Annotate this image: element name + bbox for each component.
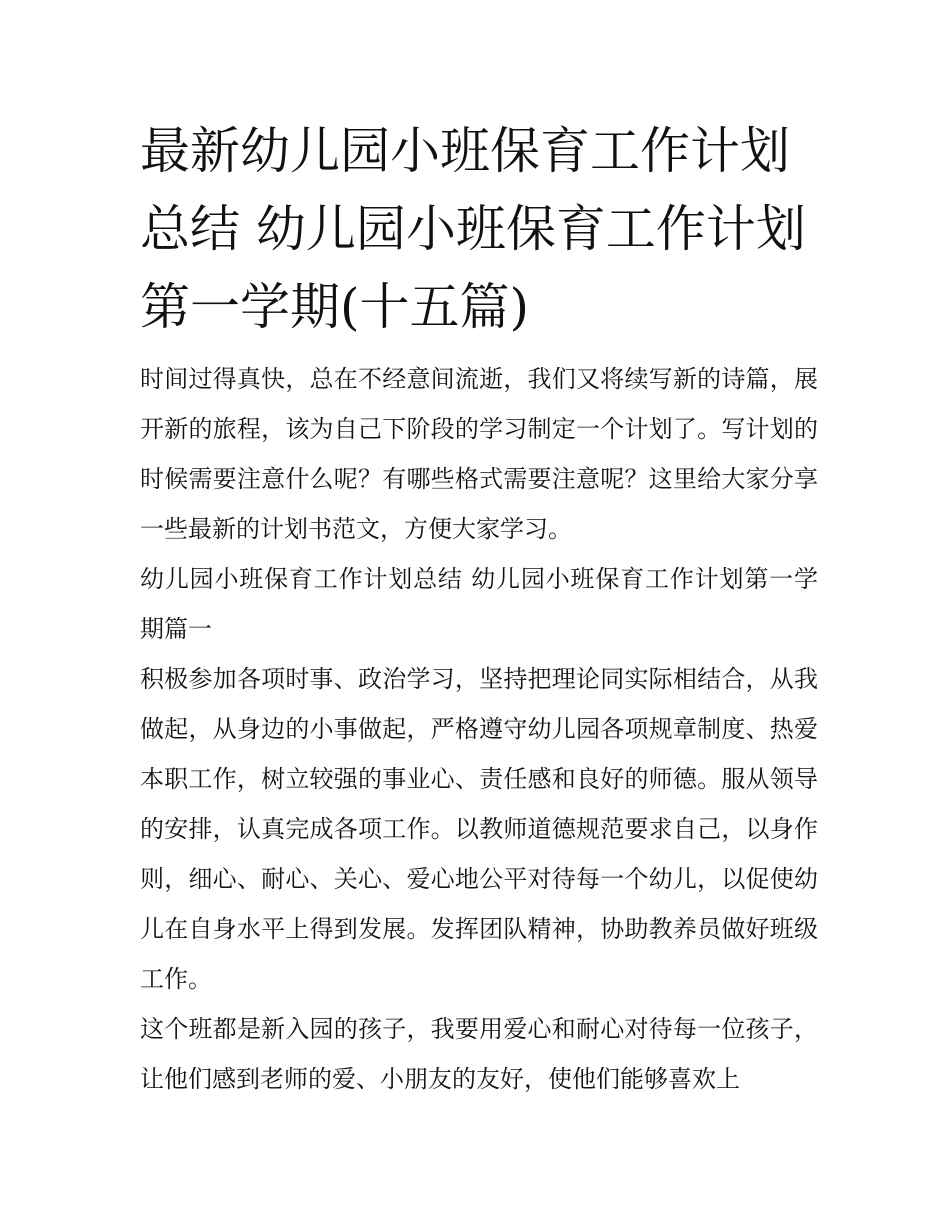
section-heading: 幼儿园小班保育工作计划总结 幼儿园小班保育工作计划第一学期篇一 xyxy=(140,565,818,643)
body-paragraph: 这个班都是新入园的孩子，我要用爱心和耐心对待每一位孩子，让他们感到老师的爱、小朋友的友好，使他们能够喜欢上 xyxy=(140,1015,818,1093)
intro-paragraph: 时间过得真快，总在不经意间流逝，我们又将续写新的诗篇，展开新的旅程，该为自己下阶段的学习制定一个计划了。写计划的时候需要注意什么呢？有哪些格式需要注意呢？这里给大家分享一些最新的计划书范文，方便大家学习。 xyxy=(140,365,818,543)
document-content xyxy=(140,112,818,1104)
body-paragraph: 积极参加各项时事、政治学习，坚持把理论同实际相结合，从我做起，从身边的小事做起，严格遵守幼儿园各项规章制度、热爱本职工作，树立较强的事业心、责任感和良好的师德。服从领导的安排，认真完成各项工作。以教师道德规范要求自己，以身作则，细心、耐心、关心、爱心地公平对待每一个幼儿，以促使幼儿在自身水平上得到发展。发挥团队精神，协助教养员做好班级工作。 xyxy=(140,665,818,993)
document-title: 最新幼儿园小班保育工作计划总结 幼儿园小班保育工作计划第一学期(十五篇) xyxy=(140,122,806,336)
